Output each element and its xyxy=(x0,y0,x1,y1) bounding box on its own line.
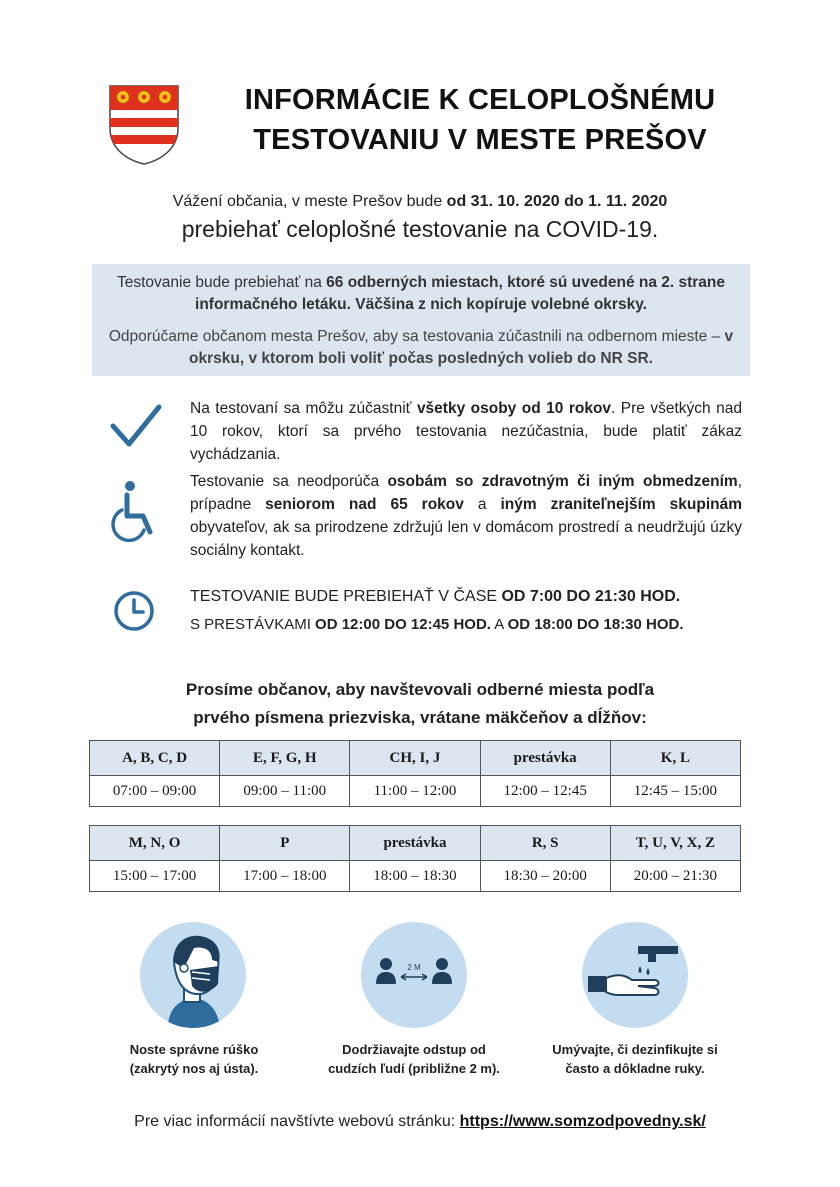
distance-icon xyxy=(361,922,467,1028)
table-row xyxy=(90,741,741,776)
info-recommendation: Odporúčame občanom mesta Prešov, aby sa testovania zúčastnili na odbernom mieste – v okrsku, v ktorom boli voliť počas posledných volieb do NR SR. xyxy=(108,328,734,367)
time-slot: 12:45 – 15:00 xyxy=(610,776,740,807)
schedule-table-2 xyxy=(89,825,741,892)
table-row xyxy=(90,776,741,807)
testing-hours: TESTOVANIE BUDE PREBIEHAŤ V ČASE OD 7:00 DO 21:30 HOD. xyxy=(190,588,681,605)
tip-mask-caption: Noste správne rúško (zakrytý nos aj ústa). xyxy=(129,1042,259,1076)
tip-handwash-caption: Umývajte, či dezinfikujte si často a dôkladne ruky. xyxy=(552,1042,718,1076)
checkmark-icon xyxy=(110,404,162,448)
time-slot: 11:00 – 12:00 xyxy=(350,776,480,807)
page-title: INFORMÁCIE K CELOPLOŠNÉMU TESTOVANIU V MESTE PREŠOV xyxy=(244,84,716,156)
time-slot: 09:00 – 11:00 xyxy=(220,776,350,807)
letter-group: prestávka xyxy=(350,826,480,861)
letter-group: M, N, O xyxy=(90,826,220,861)
letter-group: E, F, G, H xyxy=(220,741,350,776)
letter-group: A, B, C, D xyxy=(90,741,220,776)
intro-headline: prebiehať celoplošné testovanie na COVID-19. xyxy=(181,216,659,242)
face-mask-icon xyxy=(140,922,246,1028)
table-row xyxy=(90,861,741,892)
time-slot: 18:30 – 20:00 xyxy=(480,861,610,892)
schedule-table-1 xyxy=(89,740,741,807)
time-slot: 18:00 – 18:30 xyxy=(350,861,480,892)
info-box xyxy=(92,264,750,376)
time-slot: 12:00 – 12:45 xyxy=(480,776,610,807)
time-slot: 17:00 – 18:00 xyxy=(220,861,350,892)
clock-icon xyxy=(113,590,155,632)
vulnerable-groups-text: Testovanie sa neodporúča osobám so zdravotným či iným obmedzením, prípadne seniorom nad 65 rokov a iným zraniteľnejším skupinám obyvateľov, ak sa prirodzene zdržujú len v domácom prostredí a neudržujú úzky sociálny kontakt. xyxy=(190,473,742,559)
info-collection-points: Testovanie bude prebiehať na 66 odberných miestach, ktoré sú uvedené na 2. strane informačného letáku. Väčšina z nich kopíruje volebné okrsky. xyxy=(116,274,726,313)
wheelchair-icon xyxy=(110,480,160,542)
eligibility-text: Na testovaní sa môžu zúčastniť všetky osoby od 10 rokov. Pre všetkých nad 10 rokov, ktorí sa prvého testovania nezúčastnia, bude platiť zákaz vychádzania. xyxy=(190,400,742,463)
time-slot: 20:00 – 21:30 xyxy=(610,861,740,892)
letter-group: CH, I, J xyxy=(350,741,480,776)
letter-group: K, L xyxy=(610,741,740,776)
letter-group: P xyxy=(220,826,350,861)
website-link[interactable]: https://www.somzodpovedny.sk/ xyxy=(459,1113,706,1130)
footer xyxy=(0,1113,840,1131)
table-row xyxy=(90,826,741,861)
time-slot: 15:00 – 17:00 xyxy=(90,861,220,892)
hand-washing-icon xyxy=(582,922,688,1028)
letter-group: prestávka xyxy=(480,741,610,776)
letter-group: R, S xyxy=(480,826,610,861)
distance-label: 2 M xyxy=(407,963,421,972)
intro-dates: Vážení občania, v meste Prešov bude od 31. 10. 2020 do 1. 11. 2020 xyxy=(172,193,668,210)
time-slot: 07:00 – 09:00 xyxy=(90,776,220,807)
schedule-instructions: Prosíme občanov, aby navštevovali odberné miesta podľa prvého písmena priezviska, vrátane mäkčeňov a dĺžňov: xyxy=(185,680,655,727)
testing-breaks: S PRESTÁVKAMI OD 12:00 DO 12:45 HOD. A OD 18:00 DO 18:30 HOD. xyxy=(190,616,684,633)
letter-group: T, U, V, X, Z xyxy=(610,826,740,861)
footer-text: Pre viac informácií navštívte webovú stránku: xyxy=(134,1113,460,1130)
tip-distance-caption: Dodržiavajte odstup od cudzích ľudí (približne 2 m). xyxy=(328,1042,500,1076)
